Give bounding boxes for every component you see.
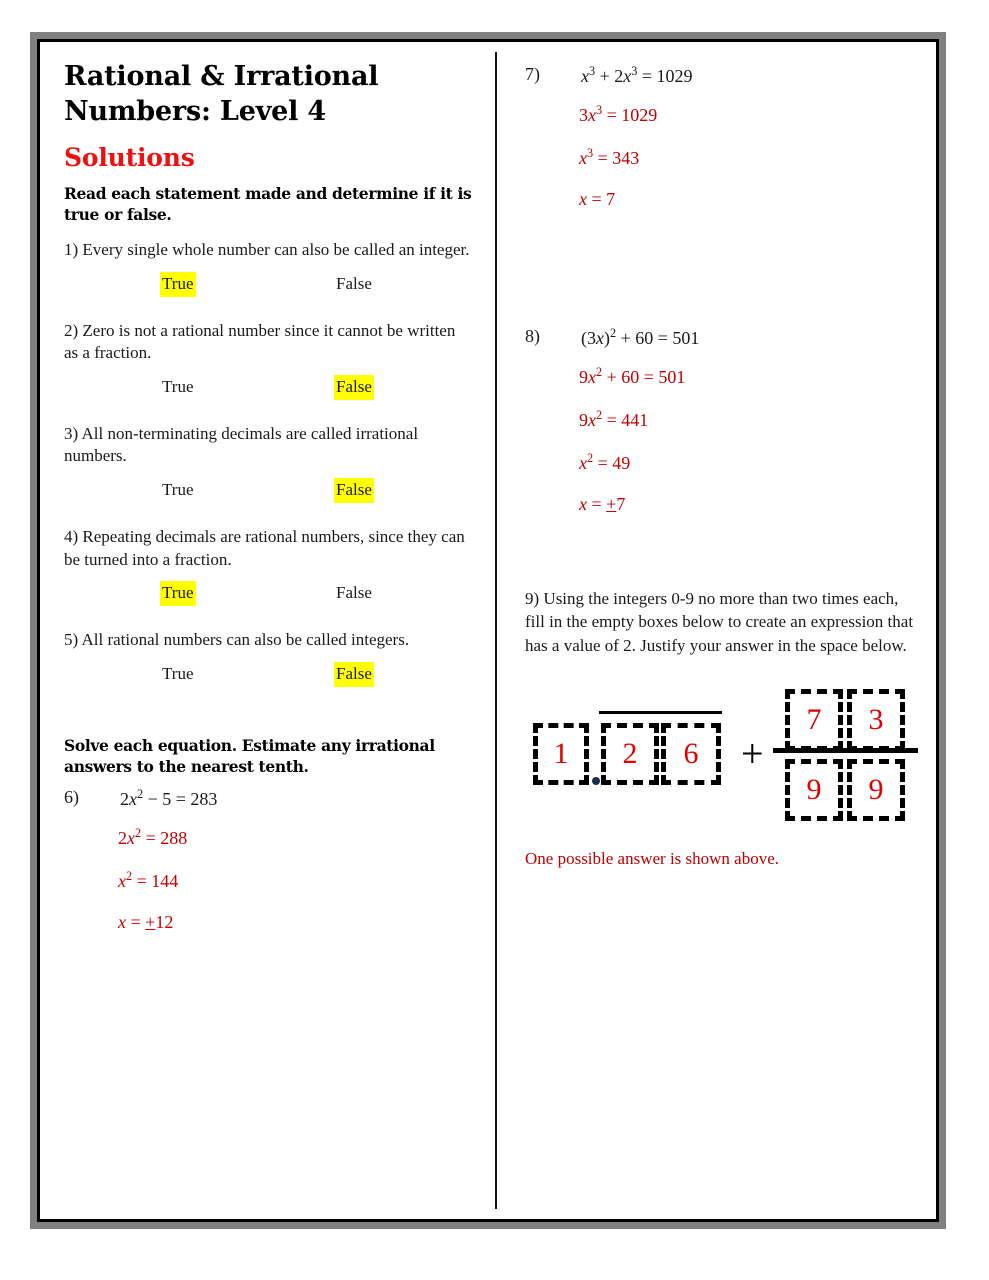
equation-item-8 xyxy=(525,326,914,515)
option-true-4[interactable]: True xyxy=(160,581,196,606)
option-true-3[interactable]: True xyxy=(162,480,194,500)
true-false-item-2 xyxy=(64,320,473,401)
solution-step-7-2: $x^3 = 343$ xyxy=(579,146,640,168)
equation-number-8: 8) xyxy=(525,326,540,346)
option-false-2[interactable]: False xyxy=(334,375,374,400)
option-false-5[interactable]: False xyxy=(334,662,374,687)
right-column xyxy=(497,42,936,1219)
decimal-point-icon xyxy=(592,777,600,785)
equation-number-6: 6) xyxy=(64,787,79,808)
worksheet-page-frame xyxy=(30,32,946,1229)
question-text-2: 2) Zero is not a rational number since it cannot be written as a fraction. xyxy=(64,320,456,363)
equation-expression-6: $2x^2 - 5 = 283$ xyxy=(120,787,218,810)
digit-box-hundredths[interactable]: 6 xyxy=(661,723,721,785)
solve-instruction: Solve each equation. Estimate any irrational answers to the nearest tenth. xyxy=(64,735,435,776)
true-false-item-5 xyxy=(64,629,473,688)
solution-step-8-3: $x^2 = 49$ xyxy=(579,451,631,473)
solution-step-7-1: $3x^3 = 1029$ xyxy=(579,103,658,125)
page-title: Rational & Irrational Numbers: Level 4 xyxy=(64,61,379,127)
digit-box-denominator-ones[interactable]: 9 xyxy=(847,759,905,821)
option-true-5[interactable]: True xyxy=(162,663,194,683)
option-false-4[interactable]: False xyxy=(336,583,372,603)
question-text-9: 9) Using the integers 0-9 no more than two times each, fill in the empty boxes below to create an expression that has a value of 2. Justify your answer in the space below. xyxy=(525,589,914,655)
equation-number-7: 7) xyxy=(525,64,540,84)
question-text-4: 4) Repeating decimals are rational numbers, since they can be turned into a fraction. xyxy=(64,527,465,569)
equation-expression-8: $(3x)^2 + 60 = 501$ xyxy=(581,326,700,348)
fraction-bar xyxy=(773,748,918,753)
answer-options-5 xyxy=(64,662,473,688)
left-column xyxy=(40,42,495,1219)
answer-options-1 xyxy=(64,272,473,298)
plus-operator-icon: + xyxy=(741,731,764,777)
equation-row-7 xyxy=(525,64,914,87)
answer-options-2 xyxy=(64,375,473,401)
digit-box-numerator-ones[interactable]: 3 xyxy=(847,689,905,751)
solution-step-8-1: $9x^2 + 60 = 501$ xyxy=(579,365,686,387)
option-true-2[interactable]: True xyxy=(162,376,194,396)
option-false-1[interactable]: False xyxy=(336,273,372,293)
option-true-1[interactable]: True xyxy=(160,272,196,297)
digit-box-tenths[interactable]: 2 xyxy=(601,723,659,785)
question-9-answer-note: One possible answer is shown above. xyxy=(525,849,780,869)
digit-box-denominator-tens[interactable]: 9 xyxy=(785,759,843,821)
solution-step-6-3: x = +12 xyxy=(118,912,174,933)
equation-item-7 xyxy=(525,64,914,210)
true-false-item-1 xyxy=(64,239,473,298)
digit-box-numerator-tens[interactable]: 7 xyxy=(785,689,843,751)
solution-step-8-2: $9x^2 = 441$ xyxy=(579,408,649,430)
worksheet-inner-border xyxy=(37,39,939,1222)
solution-step-7-3: x = 7 xyxy=(579,189,616,209)
question-9-expression-diagram xyxy=(533,683,914,813)
equation-expression-7: $x^3 + 2x^3 = 1029$ xyxy=(581,64,693,86)
solution-step-6-1: $2x^2 = 288$ xyxy=(118,826,188,849)
equation-row-8 xyxy=(525,326,914,349)
true-false-item-3 xyxy=(64,423,473,504)
worksheet-columns xyxy=(40,42,936,1219)
solutions-heading: Solutions xyxy=(64,143,195,173)
answer-options-4 xyxy=(64,581,473,607)
true-false-instruction: Read each statement made and determine if it is true or false. xyxy=(64,184,472,224)
digit-box-ones[interactable]: 1 xyxy=(533,723,589,785)
solution-step-6-2: $x^2 = 144$ xyxy=(118,869,179,892)
solution-step-8-4: x = +7 xyxy=(579,494,626,514)
equation-item-6 xyxy=(64,787,473,933)
question-text-5: 5) All rational numbers can also be called integers. xyxy=(64,630,410,650)
question-text-3: 3) All non-terminating decimals are called irrational numbers. xyxy=(64,423,419,466)
repeating-decimal-overbar xyxy=(599,711,722,714)
option-false-3[interactable]: False xyxy=(334,478,374,503)
question-text-1: 1) Every single whole number can also be called an integer. xyxy=(64,240,470,259)
answer-options-3 xyxy=(64,478,473,504)
true-false-item-4 xyxy=(64,526,473,607)
equation-row-6 xyxy=(64,787,473,810)
